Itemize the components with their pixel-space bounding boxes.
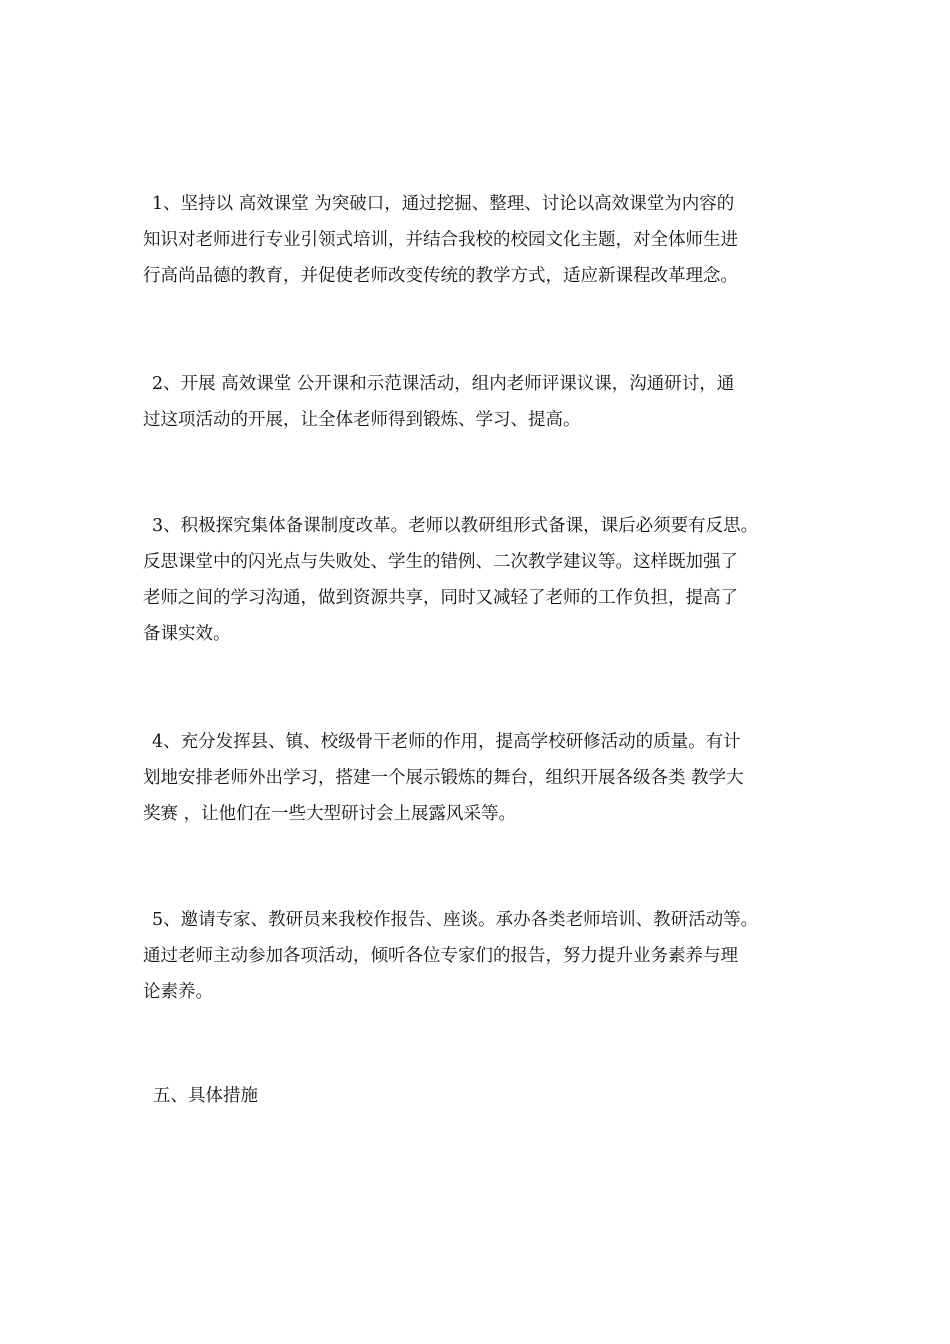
paragraph-line: 3、积极探究集体备课制度改革。老师以教研组形式备课，课后必须要有反思。: [152, 516, 759, 536]
paragraph-line: 划地安排老师外出学习，搭建一个展示锻炼的舞台，组织开展各级各类 教学大: [143, 768, 744, 788]
section-heading: [153, 1078, 818, 1114]
paragraph-line: 通过老师主动参加各项活动，倾听各位专家们的报告，努力提升业务素养与理: [143, 946, 738, 966]
paragraph-line: 老师之间的学习沟通，做到资源共享，同时又减轻了老师的工作负担，提高了: [143, 588, 738, 608]
paragraph-line: 2、开展 高效课堂 公开课和示范课活动，组内老师评课议课，沟通研讨，通: [152, 374, 735, 394]
paragraph-line: 反思课堂中的闪光点与失败处、学生的错例、二次教学建议等。这样既加强了: [143, 552, 738, 572]
paragraph-2: [143, 366, 808, 438]
paragraph-4: [143, 724, 808, 832]
paragraph-line: 知识对老师进行专业引领式培训，并结合我校的校园文化主题，对全体师生进: [143, 230, 738, 250]
paragraph-line: 1、坚持以 高效课堂 为突破口，通过挖掘、整理、讨论以高效课堂为内容的: [152, 194, 735, 214]
paragraph-line: 行高尚品德的教育，并促使老师改变传统的教学方式，适应新课程改革理念。: [143, 266, 738, 286]
paragraph-line: 奖赛 ，让他们在一些大型研讨会上展露风采等。: [143, 804, 517, 824]
paragraph-line: 过这项活动的开展，让全体老师得到锻炼、学习、提高。: [143, 410, 581, 430]
section-heading-text: 五、具体措施: [153, 1086, 258, 1106]
paragraph-5: [143, 902, 808, 1010]
paragraph-line: 论素养。: [143, 982, 213, 1002]
paragraph-3: [143, 508, 808, 652]
paragraph-line: 4、充分发挥县、镇、校级骨干老师的作用，提高学校研修活动的质量。有计: [152, 732, 741, 752]
paragraph-1: [143, 186, 808, 294]
paragraph-line: 5、邀请专家、教研员来我校作报告、座谈。承办各类老师培训、教研活动等。: [152, 910, 759, 930]
paragraph-line: 备课实效。: [143, 624, 231, 644]
